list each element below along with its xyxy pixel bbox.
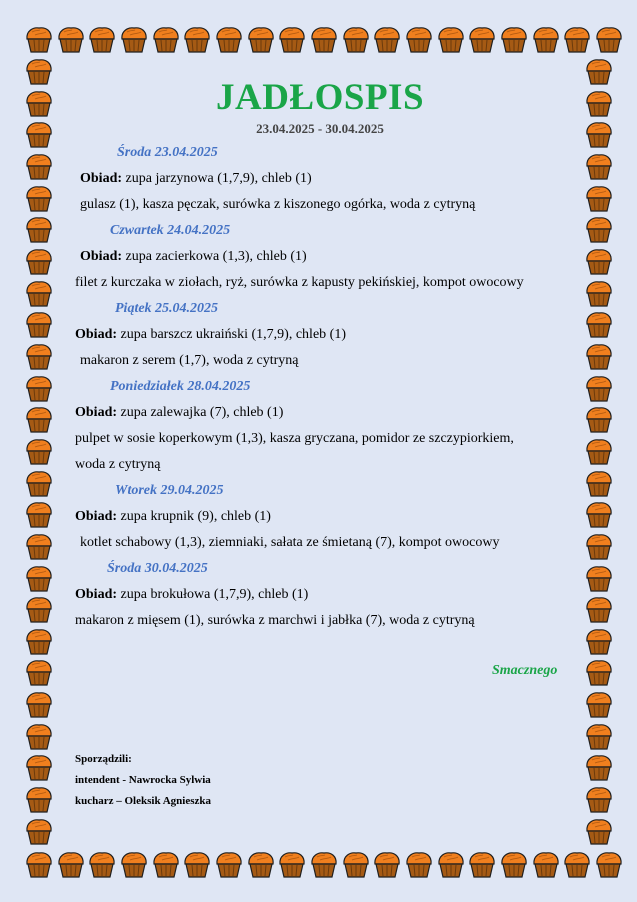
muffin-icon <box>584 468 614 498</box>
day-heading: Czwartek 24.04.2025 <box>110 223 231 238</box>
day-heading: Piątek 25.04.2025 <box>115 301 219 316</box>
muffin-icon <box>584 373 614 403</box>
muffin-icon <box>584 563 614 593</box>
muffin-icon <box>24 499 54 529</box>
muffin-icon <box>309 24 339 54</box>
muffin-icon <box>24 436 54 466</box>
muffin-icon <box>467 849 497 879</box>
muffin-icon <box>24 341 54 371</box>
muffin-icon <box>372 24 402 54</box>
muffin-icon <box>584 151 614 181</box>
menu-content <box>75 77 565 807</box>
muffin-icon <box>584 214 614 244</box>
muffin-icon <box>246 849 276 879</box>
muffin-icon <box>24 373 54 403</box>
muffin-icon <box>87 24 117 54</box>
muffin-icon <box>151 24 181 54</box>
muffin-icon <box>584 278 614 308</box>
day-heading: Wtorek 29.04.2025 <box>115 483 224 498</box>
muffin-icon <box>309 849 339 879</box>
soup-line <box>75 504 565 530</box>
main-course-line: makaron z serem (1,7), woda z cytryną <box>80 353 299 368</box>
muffin-icon <box>584 119 614 149</box>
muffin-icon <box>24 594 54 624</box>
muffin-icon <box>182 24 212 54</box>
muffin-icon <box>436 24 466 54</box>
muffin-icon <box>467 24 497 54</box>
muffin-icon <box>404 849 434 879</box>
obiad-label: Obiad: <box>80 249 123 264</box>
main-course-line: makaron z mięsem (1), surówka z marchwi i jabłka (7), woda z cytryną <box>75 613 475 628</box>
muffin-icon <box>182 849 212 879</box>
obiad-label: Obiad: <box>75 509 118 524</box>
muffin-icon <box>87 849 117 879</box>
page-title: JADŁOSPIS <box>215 77 425 118</box>
muffin-icon <box>24 563 54 593</box>
muffin-icon <box>562 849 592 879</box>
border-top <box>24 24 624 58</box>
muffin-icon <box>24 784 54 814</box>
muffin-icon <box>24 214 54 244</box>
date-range: 23.04.2025 - 30.04.2025 <box>256 121 384 136</box>
muffin-icon <box>246 24 276 54</box>
soup-text: zupa brokułowa (1,7,9), chleb (1) <box>117 587 309 602</box>
muffin-icon <box>584 689 614 719</box>
muffin-icon <box>24 816 54 846</box>
muffin-icon <box>584 721 614 751</box>
muffin-icon <box>119 849 149 879</box>
muffin-icon <box>24 151 54 181</box>
muffin-icon <box>584 56 614 86</box>
day-heading: Poniedziałek 28.04.2025 <box>110 379 251 394</box>
muffin-icon <box>584 404 614 434</box>
soup-text: zupa zacierkowa (1,3), chleb (1) <box>122 249 307 264</box>
muffin-icon <box>584 309 614 339</box>
main-course-line: kotlet schabowy (1,3), ziemniaki, sałata ze śmietaną (7), kompot owocowy <box>80 535 500 550</box>
muffin-icon <box>24 88 54 118</box>
soup-text: zupa zalewajka (7), chleb (1) <box>117 405 284 420</box>
main-course-line: gulasz (1), kasza pęczak, surówka z kiszonego ogórka, woda z cytryną <box>80 197 476 212</box>
soup-line <box>75 582 565 608</box>
muffin-icon <box>372 849 402 879</box>
muffin-icon <box>436 849 466 879</box>
muffin-icon <box>594 849 624 879</box>
muffin-icon <box>499 24 529 54</box>
muffin-icon <box>584 88 614 118</box>
muffin-icon <box>584 784 614 814</box>
muffin-icon <box>531 24 561 54</box>
muffin-icon <box>24 468 54 498</box>
muffin-icon <box>56 24 86 54</box>
muffin-icon <box>56 849 86 879</box>
muffin-icon <box>594 24 624 54</box>
muffin-icon <box>584 436 614 466</box>
muffin-icon <box>584 626 614 656</box>
muffin-icon <box>24 119 54 149</box>
day-heading: Środa 23.04.2025 <box>117 145 218 160</box>
muffin-icon <box>24 657 54 687</box>
soup-line <box>75 322 565 348</box>
obiad-label: Obiad: <box>80 171 123 186</box>
muffin-icon <box>584 657 614 687</box>
footer-line-1: intendent - Nawrocka Sylwia <box>75 774 211 786</box>
obiad-label: Obiad: <box>75 327 118 342</box>
obiad-label: Obiad: <box>75 405 118 420</box>
main-course-line: pulpet w sosie koperkowym (1,3), kasza gryczana, pomidor ze szczypiorkiem, <box>75 431 514 446</box>
muffin-icon <box>151 849 181 879</box>
muffin-icon <box>584 246 614 276</box>
muffin-icon <box>24 183 54 213</box>
muffin-icon <box>584 752 614 782</box>
day-heading: Środa 30.04.2025 <box>107 561 208 576</box>
muffin-icon <box>499 849 529 879</box>
border-right <box>584 56 618 846</box>
soup-text: zupa krupnik (9), chleb (1) <box>117 509 271 524</box>
muffin-icon <box>24 309 54 339</box>
muffin-icon <box>584 816 614 846</box>
muffin-icon <box>277 849 307 879</box>
muffin-icon <box>119 24 149 54</box>
main-course-line: woda z cytryną <box>75 457 161 472</box>
muffin-icon <box>24 246 54 276</box>
muffin-icon <box>341 24 371 54</box>
soup-line <box>75 400 565 426</box>
muffin-icon <box>24 278 54 308</box>
obiad-label: Obiad: <box>75 587 118 602</box>
muffin-icon <box>24 721 54 751</box>
soup-text: zupa jarzynowa (1,7,9), chleb (1) <box>122 171 312 186</box>
muffin-icon <box>24 24 54 54</box>
muffin-icon <box>24 849 54 879</box>
border-bottom <box>24 849 624 883</box>
muffin-icon <box>584 594 614 624</box>
muffin-icon <box>24 752 54 782</box>
muffin-icon <box>24 689 54 719</box>
muffin-icon <box>24 56 54 86</box>
footer-heading: Sporządzili: <box>75 753 132 765</box>
muffin-icon <box>584 341 614 371</box>
soup-text: zupa barszcz ukraiński (1,7,9), chleb (1) <box>117 327 346 342</box>
muffin-icon <box>24 404 54 434</box>
muffin-icon <box>584 183 614 213</box>
muffin-icon <box>584 499 614 529</box>
muffin-icon <box>214 24 244 54</box>
muffin-icon <box>584 531 614 561</box>
muffin-icon <box>24 626 54 656</box>
closing-text: Smacznego <box>492 663 558 678</box>
footer-line-2: kucharz – Oleksik Agnieszka <box>75 795 211 807</box>
muffin-icon <box>341 849 371 879</box>
muffin-icon <box>531 849 561 879</box>
main-course-line: filet z kurczaka w ziołach, ryż, surówka z kapusty pekińskiej, kompot owocowy <box>75 275 524 290</box>
border-left <box>24 56 58 846</box>
soup-line <box>75 166 565 192</box>
days-list <box>75 140 565 634</box>
muffin-icon <box>24 531 54 561</box>
muffin-icon <box>214 849 244 879</box>
soup-line <box>75 244 565 270</box>
muffin-icon <box>562 24 592 54</box>
footer <box>75 749 211 812</box>
muffin-icon <box>277 24 307 54</box>
muffin-icon <box>404 24 434 54</box>
